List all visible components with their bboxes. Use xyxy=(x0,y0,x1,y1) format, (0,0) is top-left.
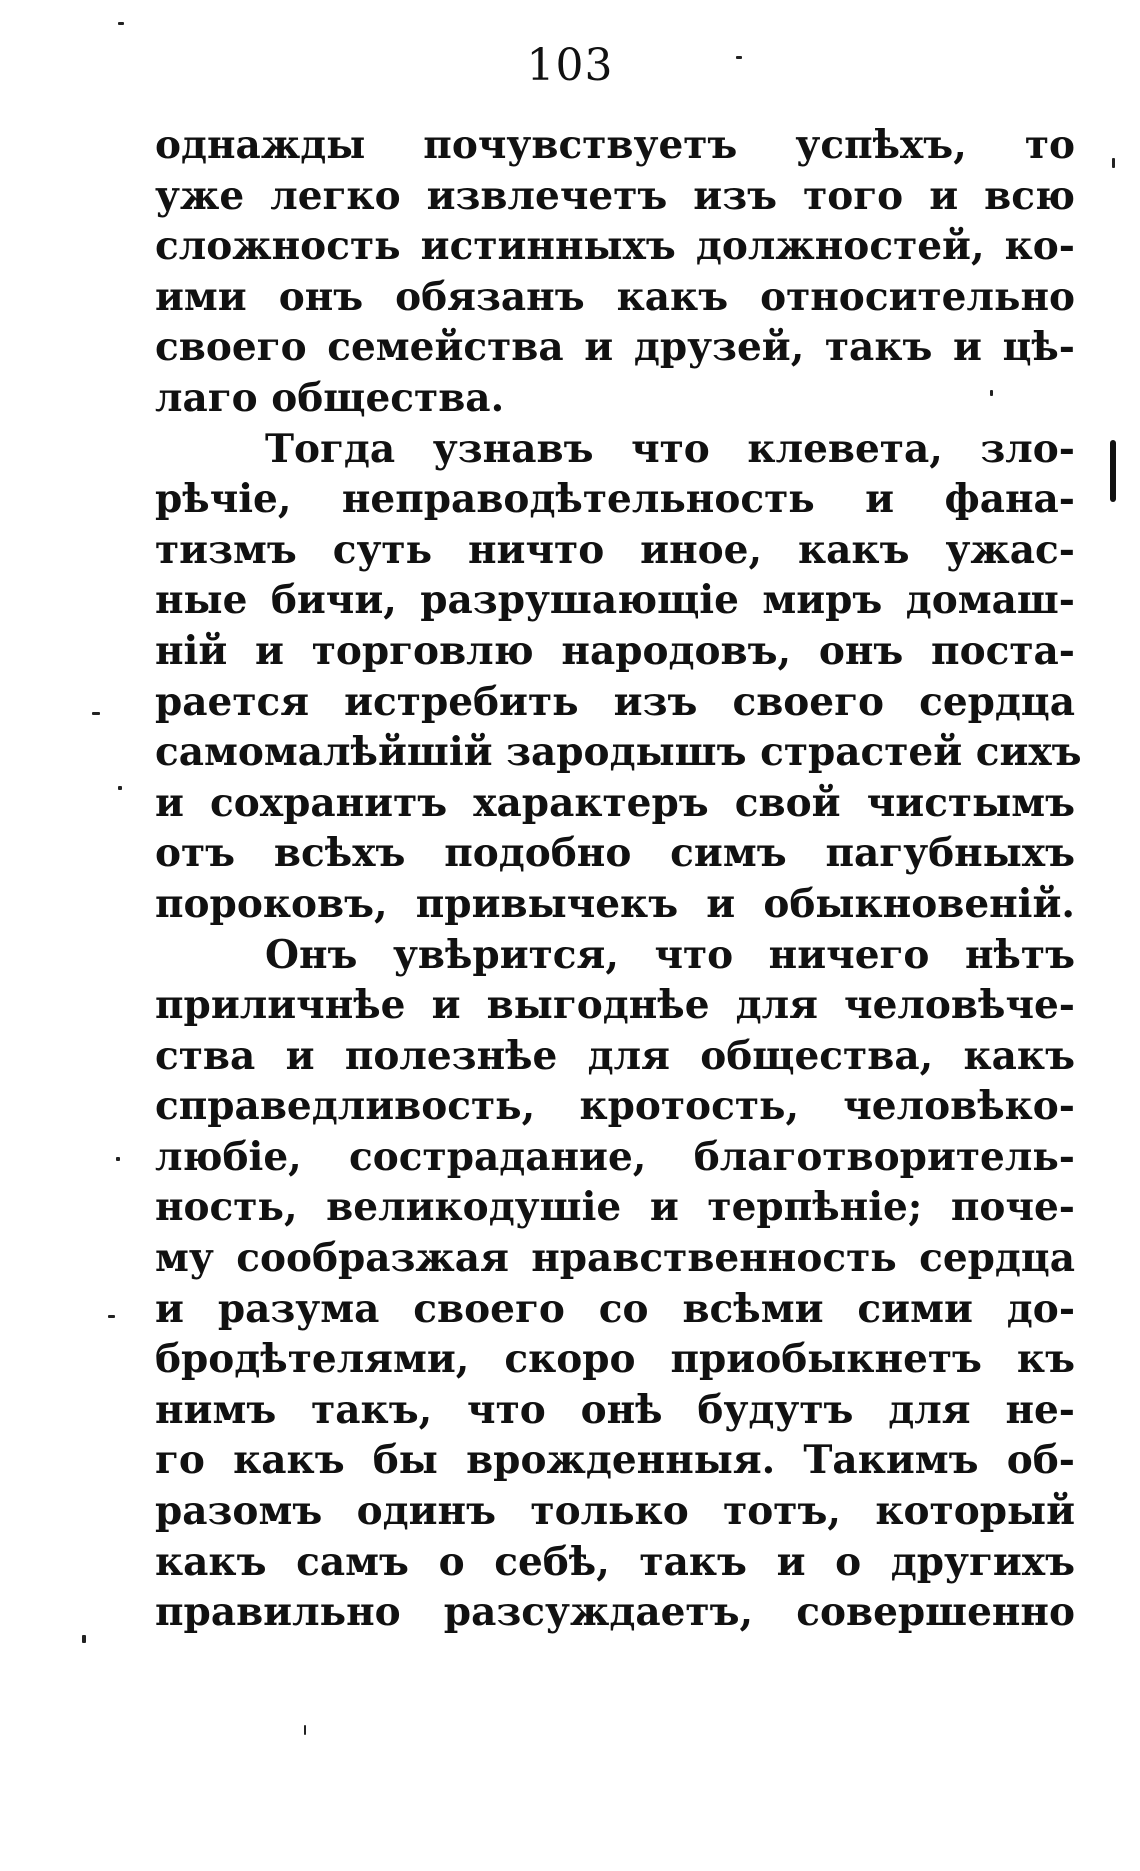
scan-speck xyxy=(108,1315,115,1318)
text-line: любіе, сострадание, благотворитель- xyxy=(155,1133,1075,1180)
text-line: и разума своего со всѣми сими до- xyxy=(155,1285,1075,1332)
scan-speck xyxy=(304,1725,306,1735)
text-line: тизмъ суть ничто иное, какъ ужас- xyxy=(155,526,1075,573)
text-line: ные бичи, разрушающіе миръ домаш- xyxy=(155,577,1075,624)
scan-speck xyxy=(118,786,122,790)
scan-speck xyxy=(990,390,993,396)
scan-speck xyxy=(82,1635,86,1643)
text-line: ній и торговлю народовъ, онъ поста- xyxy=(155,627,1075,674)
body-text xyxy=(155,120,1082,1638)
scan-speck xyxy=(116,1157,120,1161)
text-line: своего семейства и друзей, такъ и цѣ- xyxy=(155,324,1075,371)
text-line: нимъ такъ, что онѣ будутъ для не- xyxy=(155,1386,1075,1433)
text-line: ими онъ обязанъ какъ относительно xyxy=(155,273,1075,320)
text-line: приличнѣе и выгоднѣе для человѣче- xyxy=(155,982,1075,1029)
text-line: справедливость, кротость, человѣко- xyxy=(155,1083,1075,1130)
scan-speck xyxy=(1112,158,1115,168)
scan-speck xyxy=(736,56,742,59)
text-line: однажды почувствуетъ успѣхъ, то xyxy=(155,122,1075,168)
text-line: рѣчіе, неправодѣтельность и фана- xyxy=(155,476,1075,523)
text-line: рается истребить изъ своего сердца xyxy=(155,678,1075,725)
text-line: самомалѣйшій зародышъ страстей сихъ xyxy=(155,729,1082,776)
page-number: 103 xyxy=(526,40,614,91)
paragraph xyxy=(155,930,1075,1638)
text-line: сложность истинныхъ должностей, ко- xyxy=(155,223,1075,270)
scan-speck xyxy=(92,712,100,715)
text-line: лаго общества. xyxy=(155,374,505,421)
text-line: разомъ одинъ только тотъ, который xyxy=(155,1488,1075,1535)
text-line: отъ всѣхъ подобно симъ пагубныхъ xyxy=(155,830,1075,877)
text-line: правильно разсуждаетъ, совершенно xyxy=(155,1589,1075,1636)
scan-edge-mark xyxy=(1110,440,1116,502)
text-line: пороковъ, привычекъ и обыкновеній. xyxy=(155,880,1075,927)
text-line: и сохранитъ характеръ свой чистымъ xyxy=(155,779,1075,826)
paragraph xyxy=(155,120,1075,424)
paragraph xyxy=(155,424,1082,930)
text-line: какъ самъ о себѣ, такъ и о другихъ xyxy=(155,1538,1075,1585)
text-line: му сообразжая нравственность сердца xyxy=(155,1235,1075,1282)
text-line: го какъ бы врожденныя. Такимъ об- xyxy=(155,1437,1075,1484)
text-line: ства и полезнѣе для общества, какъ xyxy=(155,1032,1075,1079)
text-line: уже легко извлечетъ изъ того и всю xyxy=(155,172,1075,219)
scan-speck xyxy=(118,22,124,25)
text-line: Онъ увѣрится, что ничего нѣтъ xyxy=(265,931,1075,978)
text-line: Тогда узнавъ что клевета, зло- xyxy=(265,425,1075,472)
text-line: бродѣтелями, скоро приобыкнетъ къ xyxy=(155,1336,1075,1383)
text-line: ность, великодушіе и терпѣніе; поче- xyxy=(155,1184,1075,1231)
